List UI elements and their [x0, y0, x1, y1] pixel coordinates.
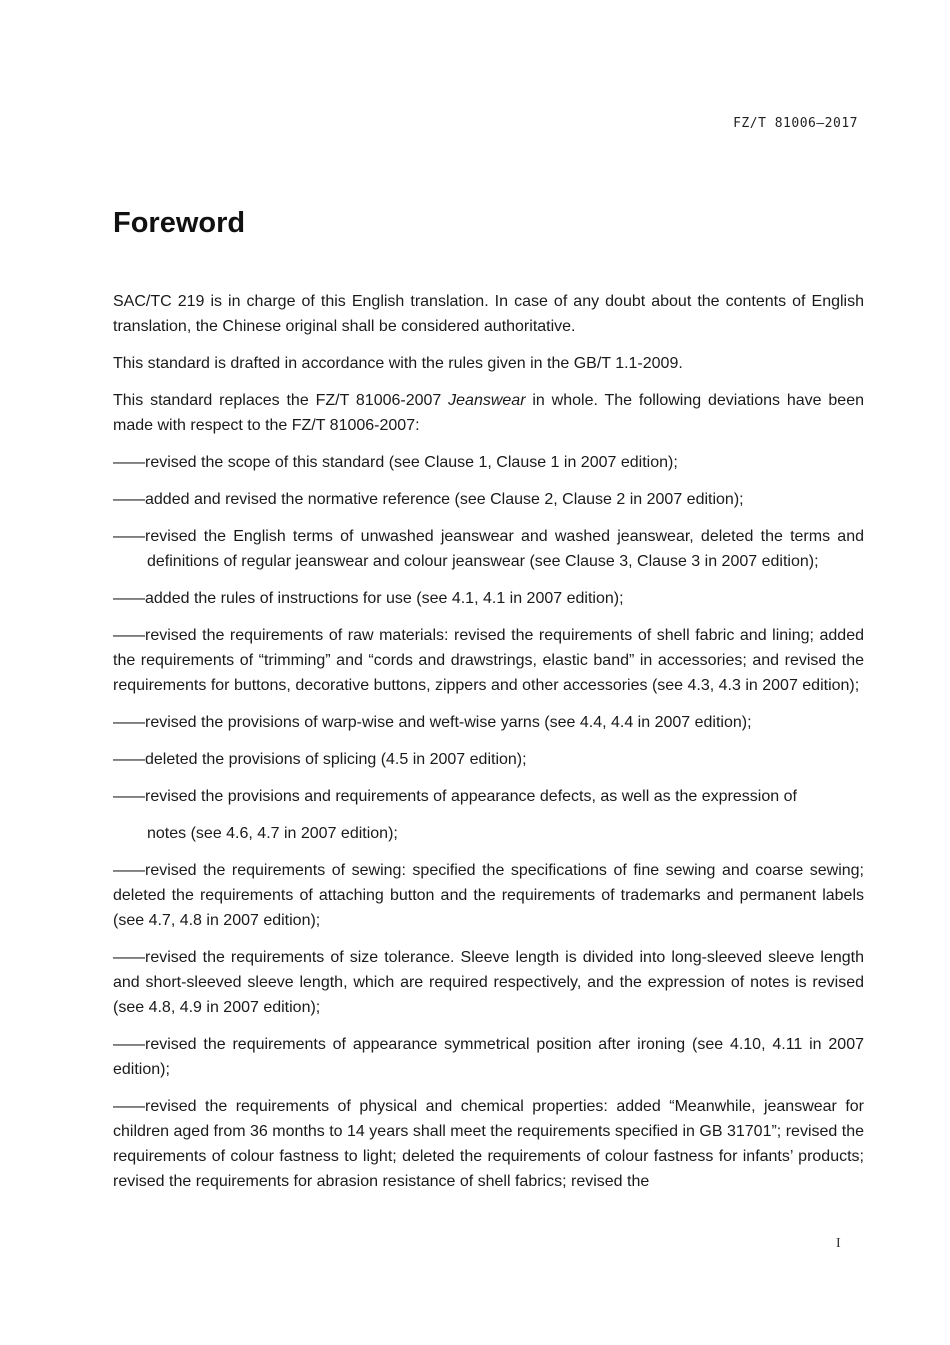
list-item: ——revised the provisions and requirements of appearance defects, as well as the expression of [113, 788, 797, 805]
replacement-text-start: This standard replaces the FZ/T 81006-2007 [113, 392, 449, 409]
list-item: ——revised the provisions of warp-wise and weft-wise yarns (see 4.4, 4.4 in 2007 edition); [113, 714, 752, 731]
page-title: Foreword [113, 207, 246, 239]
list-item: ——revised the requirements of physical and chemical properties: added “Meanwhile, jeanswear for children aged from 36 months to 14 years shall meet the requirements specified in GB 31701”; revised the requirements of colour fastness to light; deleted the requirements of colour fastness for infants’ products; revised the requirements for abrasion resistance of shell fabrics; revised the [113, 1098, 864, 1190]
list-item: ——added the rules of instructions for use (see 4.1, 4.1 in 2007 edition); [113, 590, 624, 607]
list-item: ——revised the requirements of raw materials: revised the requirements of shell fabric and lining; added the requirements of “trimming” and “cords and drawstrings, elastic band” in accessories; and revised the requirements for buttons, decorative buttons, zippers and other accessories (see 4.3, 4.3 in 2007 edition); [113, 627, 864, 694]
document-body [113, 289, 864, 1206]
list-item-continuation: notes (see 4.6, 4.7 in 2007 edition); [147, 825, 398, 842]
replacement-text-end: in whole. The following deviations have been made with respect to the FZ/T 81006-2007: [113, 392, 864, 434]
list-item: ——revised the English terms of unwashed jeanswear and washed jeanswear, deleted the terms and definitions of regular jeanswear and colour jeanswear (see Clause 3, Clause 3 in 2007 edition); [113, 528, 864, 570]
list-item: ——revised the scope of this standard (see Clause 1, Clause 1 in 2007 edition); [113, 454, 678, 471]
standard-title-italic: Jeanswear [448, 392, 526, 409]
paragraph-drafting-rules: This standard is drafted in accordance with the rules given in the GB/T 1.1-2009. [113, 355, 683, 372]
paragraph-replacement [113, 388, 864, 438]
page-number: I [836, 1236, 841, 1251]
list-item: ——revised the requirements of sewing: specified the specifications of fine sewing and coarse sewing; deleted the requirements of attaching button and the requirements of trademarks and permanent labels (see 4.7, 4.8 in 2007 edition); [113, 862, 864, 929]
header-standard-code: FZ/T 81006—2017 [733, 116, 858, 131]
list-item: ——revised the requirements of appearance symmetrical position after ironing (see 4.10, 4.11 in 2007 edition); [113, 1036, 864, 1078]
list-item: ——revised the requirements of size tolerance. Sleeve length is divided into long-sleeved sleeve length and short-sleeved sleeve length, which are required respectively, and the expression of notes is revised (see 4.8, 4.9 in 2007 edition); [113, 949, 864, 1016]
list-item: ——added and revised the normative reference (see Clause 2, Clause 2 in 2007 edition); [113, 491, 744, 508]
paragraph-translation-note: SAC/TC 219 is in charge of this English translation. In case of any doubt about the contents of English translation, the Chinese original shall be considered authoritative. [113, 293, 864, 335]
list-item: ——deleted the provisions of splicing (4.5 in 2007 edition); [113, 751, 527, 768]
